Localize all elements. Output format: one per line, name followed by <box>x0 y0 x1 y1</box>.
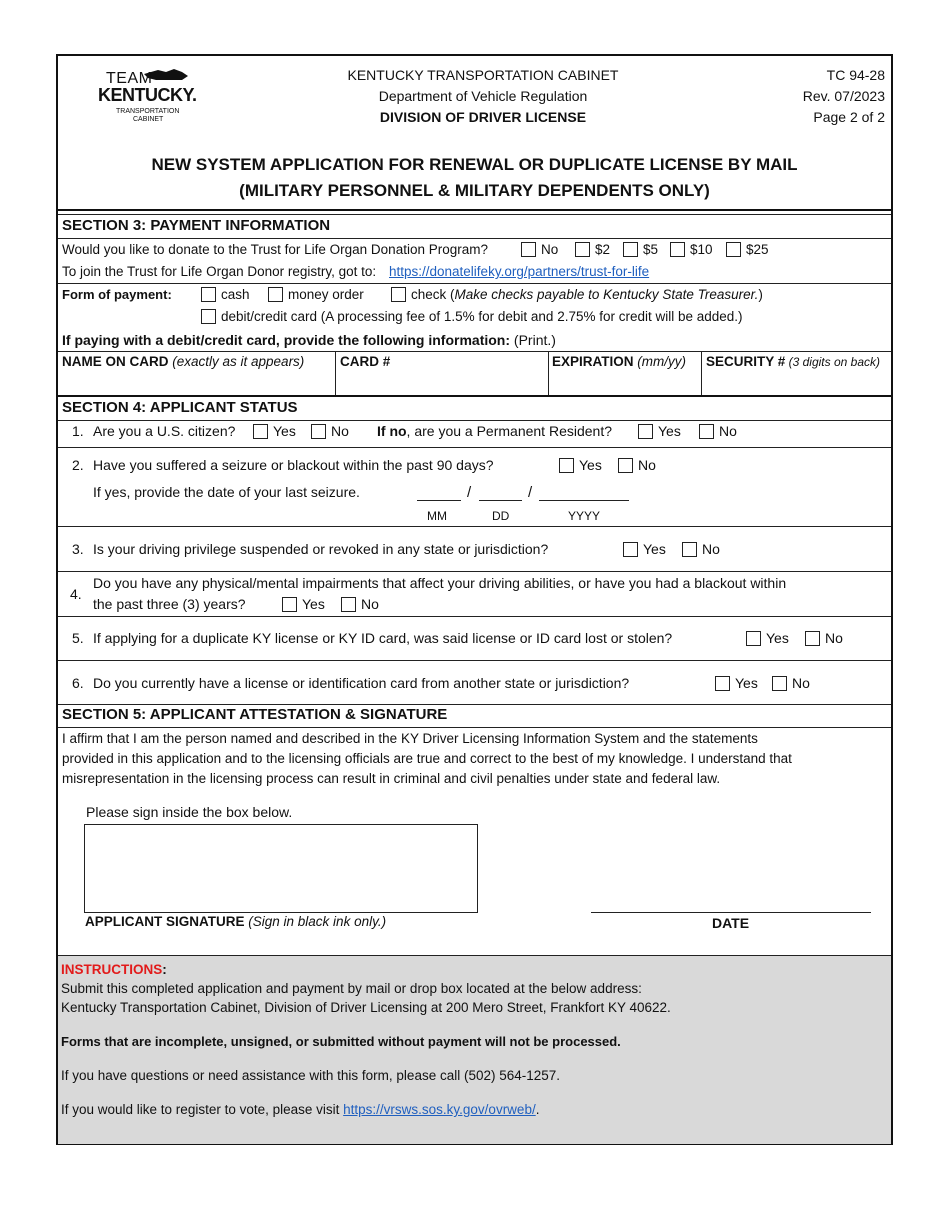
option-label: No <box>638 457 656 473</box>
divider <box>58 660 891 661</box>
checkbox[interactable] <box>341 597 356 612</box>
donate-option-2[interactable] <box>575 242 610 257</box>
col-note: (mm/yy) <box>633 354 686 369</box>
card-expiration-header <box>552 354 686 369</box>
column-divider <box>548 351 549 396</box>
date-slash: / <box>528 484 533 501</box>
seizure-year-input[interactable] <box>539 484 629 501</box>
col-label: SECURITY # <box>706 354 786 369</box>
q4-text-line1: Do you have any physical/mental impairments that affect your driving abilities, or have you had a blackout within <box>93 575 787 591</box>
logo-kentucky-text: KENTUCKY. <box>98 85 197 105</box>
option-label: Yes <box>643 541 666 557</box>
instructions-title <box>61 962 167 977</box>
option-label: debit/credit card (A processing fee of 1.5% for debit and 2.75% for credit will be added.) <box>221 309 743 324</box>
donate-option-no[interactable] <box>521 242 558 257</box>
column-divider <box>335 351 336 396</box>
checkbox[interactable] <box>618 458 633 473</box>
q5-number: 5. <box>72 630 84 646</box>
option-label: Yes <box>766 630 789 646</box>
q4-number: 4. <box>70 586 82 602</box>
date-label: DATE <box>712 915 750 931</box>
page-number: Page 2 of 2 <box>813 109 885 125</box>
date-input-line[interactable] <box>591 912 871 913</box>
option-label: cash <box>221 287 250 302</box>
col-label: NAME ON CARD <box>62 354 169 369</box>
q1-no[interactable] <box>311 423 349 439</box>
col-note: (exactly as it appears) <box>168 354 305 369</box>
checkbox[interactable] <box>682 542 697 557</box>
option-label: No <box>825 630 843 646</box>
form-page <box>56 54 893 1145</box>
checkbox[interactable] <box>575 242 590 257</box>
card-security-header <box>706 354 880 369</box>
q4-no[interactable] <box>341 596 379 612</box>
department-name: Department of Vehicle Regulation <box>378 88 588 104</box>
instructions-help: If you have questions or need assistance with this form, please call (502) 564-1257. <box>61 1068 561 1083</box>
vote-link[interactable]: https://vrsws.sos.ky.gov/ovrweb/ <box>343 1102 536 1117</box>
logo-sub2-text: CABINET <box>133 116 164 123</box>
divider <box>58 351 891 352</box>
form-number: TC 94-28 <box>826 67 885 83</box>
day-caption: DD <box>492 509 510 523</box>
q1b-yes[interactable] <box>638 423 681 439</box>
option-label: No <box>541 242 559 257</box>
division-name: DIVISION OF DRIVER LICENSE <box>379 109 587 125</box>
agency-name: KENTUCKY TRANSPORTATION CABINET <box>347 67 619 83</box>
q5-yes[interactable] <box>746 630 789 646</box>
q1-number: 1. <box>72 423 84 439</box>
divider <box>58 395 891 397</box>
q5-text: If applying for a duplicate KY license or KY ID card, was said license or ID card lost or stolen? <box>93 630 673 646</box>
q4-yes[interactable] <box>282 596 325 612</box>
seizure-day-input[interactable] <box>479 484 522 501</box>
divider <box>58 420 891 421</box>
option-label: $5 <box>643 242 659 257</box>
q1-yes[interactable] <box>253 423 296 439</box>
q6-text: Do you currently have a license or identification card from another state or jurisdiction? <box>93 675 630 691</box>
q6-no[interactable] <box>772 675 810 691</box>
option-label: money order <box>288 287 364 302</box>
column-divider <box>701 351 702 396</box>
card-number-input[interactable] <box>338 374 546 394</box>
checkbox[interactable] <box>521 242 536 257</box>
q3-number: 3. <box>72 541 84 557</box>
checkbox[interactable] <box>282 597 297 612</box>
checkbox[interactable] <box>559 458 574 473</box>
checkbox[interactable] <box>623 242 638 257</box>
option-label: $25 <box>746 242 769 257</box>
checkbox[interactable] <box>311 424 326 439</box>
signature-box[interactable] <box>84 824 478 913</box>
option-label: Yes <box>302 596 325 612</box>
card-info-intro <box>62 332 556 348</box>
option-label: No <box>361 596 379 612</box>
checkbox[interactable] <box>638 424 653 439</box>
card-intro-text: If paying with a debit/credit card, provide the following information: <box>62 332 511 348</box>
divider <box>58 238 891 239</box>
checkbox[interactable] <box>623 542 638 557</box>
instructions-line2: Kentucky Transportation Cabinet, Division of Driver Licensing at 200 Mero Street, Frankfort KY 40622. <box>61 1000 671 1015</box>
instructions-warning: Forms that are incomplete, unsigned, or submitted without payment will not be processed. <box>61 1034 621 1049</box>
logo-team-text: TEAM <box>106 70 153 87</box>
card-name-input[interactable] <box>60 374 332 394</box>
divider <box>58 704 891 705</box>
form-revision: Rev. 07/2023 <box>802 88 885 104</box>
checkbox[interactable] <box>268 287 283 302</box>
col-label: CARD # <box>340 354 391 369</box>
instructions-panel <box>58 955 891 1144</box>
col-label: EXPIRATION <box>552 354 634 369</box>
q4-text-line2: the past three (3) years? <box>93 596 246 612</box>
q3-no[interactable] <box>682 541 720 557</box>
option-label: No <box>719 423 737 439</box>
option-label: Yes <box>273 423 296 439</box>
signature-label <box>85 914 386 929</box>
vote-end: . <box>535 1102 540 1117</box>
checkbox[interactable] <box>670 242 685 257</box>
card-intro-note: (Print.) <box>510 332 556 348</box>
divider <box>58 727 891 728</box>
check-note: Make checks payable to Kentucky State Treasurer. <box>454 287 759 302</box>
checkbox[interactable] <box>746 631 761 646</box>
q1-text: Are you a U.S. citizen? <box>93 423 236 439</box>
section5-title: SECTION 5: APPLICANT ATTESTATION & SIGNATURE <box>62 706 448 723</box>
sig-note: (Sign in black ink only.) <box>244 914 387 929</box>
registry-link[interactable]: https://donatelifeky.org/partners/trust-for-life <box>389 264 650 279</box>
option-label: $10 <box>690 242 713 257</box>
attestation-line2: provided in this application and to the licensing officials are true and correct to the best of my knowledge. I understand that <box>62 751 792 766</box>
registry-text: To join the Trust for Life Organ Donor registry, got to: <box>62 264 377 279</box>
checkbox[interactable] <box>805 631 820 646</box>
q3-yes[interactable] <box>623 541 666 557</box>
q1b-rest: , are you a Permanent Resident? <box>406 423 613 439</box>
vote-text: If you would like to register to vote, please visit <box>61 1102 344 1117</box>
instructions-line1: Submit this completed application and payment by mail or drop box located at the below address: <box>61 981 642 996</box>
q2-yes[interactable] <box>559 457 602 473</box>
donate-option-25[interactable] <box>726 242 769 257</box>
divider <box>58 209 891 211</box>
attestation-line3: misrepresentation in the licensing process can result in criminal and civil penalties under state and federal law. <box>62 771 721 786</box>
option-label: Yes <box>579 457 602 473</box>
payment-option-check[interactable] <box>391 287 763 302</box>
attestation-line1: I affirm that I am the person named and described in the KY Driver Licensing Information System and the statements <box>62 731 758 746</box>
section3-title: SECTION 3: PAYMENT INFORMATION <box>62 217 331 234</box>
option-label: $2 <box>595 242 611 257</box>
instructions-title-text: INSTRUCTIONS <box>61 962 163 977</box>
check-note-end: ) <box>758 287 763 302</box>
payment-option-money-order[interactable] <box>268 287 364 302</box>
month-caption: MM <box>427 509 447 523</box>
q2-text: Have you suffered a seizure or blackout within the past 90 days? <box>93 457 494 473</box>
option-label: No <box>331 423 349 439</box>
sign-prompt: Please sign inside the box below. <box>86 804 293 820</box>
donate-question: Would you like to donate to the Trust for Life Organ Donation Program? <box>62 242 488 257</box>
seizure-month-input[interactable] <box>417 484 461 501</box>
q1b-bold: If no <box>377 423 407 439</box>
checkbox[interactable] <box>715 676 730 691</box>
q6-number: 6. <box>72 675 84 691</box>
option-label: No <box>702 541 720 557</box>
checkbox[interactable] <box>201 309 216 324</box>
donate-option-5[interactable] <box>623 242 658 257</box>
payment-option-cash[interactable] <box>201 287 250 302</box>
option-label: No <box>792 675 810 691</box>
q3-text: Is your driving privilege suspended or revoked in any state or jurisdiction? <box>93 541 549 557</box>
date-slash: / <box>467 484 472 501</box>
q1b-text <box>377 423 612 439</box>
donate-option-10[interactable] <box>670 242 713 257</box>
checkbox[interactable] <box>391 287 406 302</box>
form-title-line1: NEW SYSTEM APPLICATION FOR RENEWAL OR DUPLICATE LICENSE BY MAIL <box>151 155 798 174</box>
divider <box>58 616 891 617</box>
col-note: (3 digits on back) <box>785 355 880 369</box>
sig-label-text: APPLICANT SIGNATURE <box>85 914 245 929</box>
q2b-text: If yes, provide the date of your last seizure. <box>93 484 360 500</box>
checkbox[interactable] <box>726 242 741 257</box>
checkbox[interactable] <box>253 424 268 439</box>
q1b-no[interactable] <box>699 423 737 439</box>
instructions-colon: : <box>162 962 167 977</box>
q5-no[interactable] <box>805 630 843 646</box>
year-caption: YYYY <box>568 509 601 523</box>
card-security-input[interactable] <box>704 374 889 394</box>
payment-option-card[interactable] <box>201 309 743 324</box>
option-label: check ( <box>411 287 455 302</box>
checkbox[interactable] <box>699 424 714 439</box>
section4-title: SECTION 4: APPLICANT STATUS <box>62 399 298 416</box>
payment-form-label: Form of payment: <box>62 287 172 302</box>
instructions-vote <box>61 1102 539 1117</box>
card-expiration-input[interactable] <box>551 374 699 394</box>
divider <box>58 283 891 284</box>
option-label: Yes <box>658 423 681 439</box>
form-title-line2: (MILITARY PERSONNEL & MILITARY DEPENDENTS ONLY) <box>239 181 710 200</box>
option-label: Yes <box>735 675 758 691</box>
divider <box>58 571 891 572</box>
card-name-header <box>62 354 304 369</box>
card-number-header <box>340 354 390 369</box>
q2-number: 2. <box>72 457 84 473</box>
q6-yes[interactable] <box>715 675 758 691</box>
divider <box>58 214 891 215</box>
checkbox[interactable] <box>772 676 787 691</box>
q2-no[interactable] <box>618 457 656 473</box>
team-kentucky-logo <box>96 66 196 126</box>
checkbox[interactable] <box>201 287 216 302</box>
divider <box>58 447 891 448</box>
divider <box>58 526 891 527</box>
logo-sub1-text: TRANSPORTATION <box>116 108 180 115</box>
